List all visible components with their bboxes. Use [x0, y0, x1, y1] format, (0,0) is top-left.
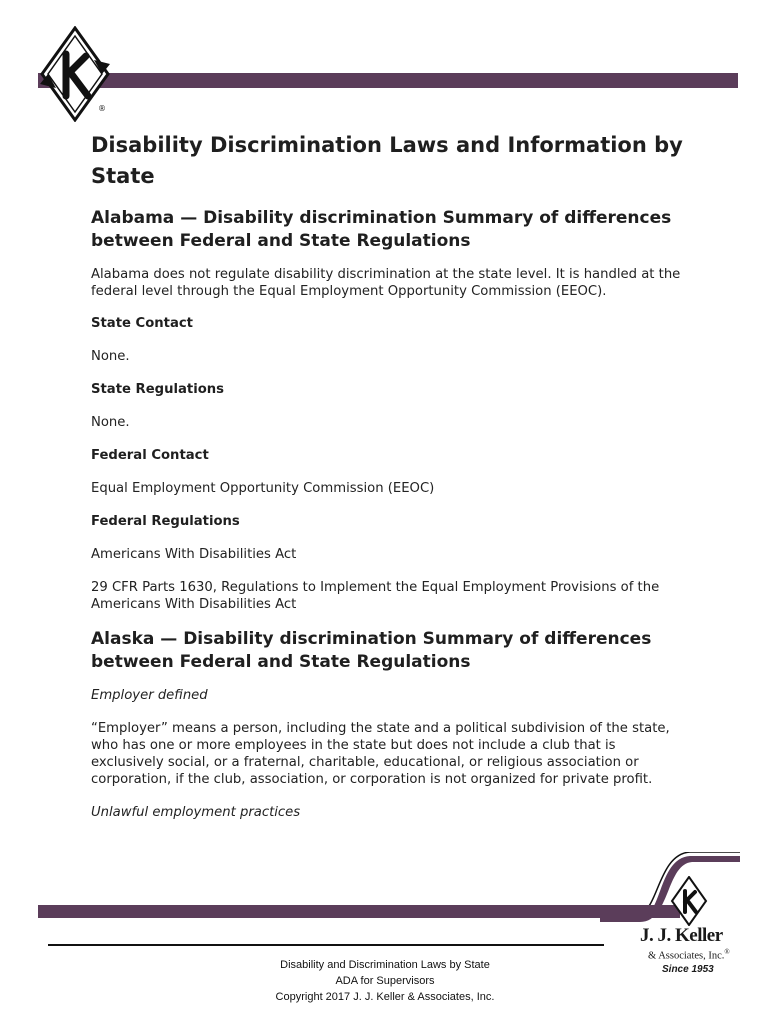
state-regulations-label: State Regulations [91, 382, 225, 397]
federal-contact-value: Equal Employment Opportunity Commission (EEOC) [91, 481, 435, 496]
federal-regulations-label: Federal Regulations [91, 514, 240, 529]
state-regulations-value: None. [91, 415, 130, 430]
footer-copyright: Copyright 2017 J. J. Keller & Associates, Inc. [275, 991, 495, 1003]
employer-defined-text: “Employer” means a person, including the state and a political subdivision of the state, who has one or more employees in the state but does not include a club that is exclusively social, or a fraternal, charitable, educational, or religious association or corporation, if the club, association, or corporation is not organized for private profit. [91, 721, 670, 787]
alaska-heading: Alaska — Disability discrimination Summary of differences between Federal and State Regulations [91, 629, 652, 672]
federal-regulation-item: Americans With Disabilities Act [91, 547, 297, 562]
header-bar [38, 73, 738, 88]
brand-subtitle: & Associates, Inc.® [648, 948, 730, 962]
footer-text [230, 957, 540, 1005]
brand-name: J. J. Keller [640, 925, 723, 946]
registered-mark: ® [98, 104, 106, 113]
footer-line: Disability and Discrimination Laws by State [280, 959, 490, 971]
state-contact-label: State Contact [91, 316, 193, 331]
footer-band [38, 905, 680, 918]
jj-keller-logo-icon [669, 876, 709, 926]
footer-divider [48, 944, 604, 946]
employer-defined-label: Employer defined [91, 688, 208, 703]
alabama-intro: Alabama does not regulate disability discrimination at the state level. It is handled at the federal level through the Equal Employment Opportunity Commission (EEOC). [91, 267, 681, 299]
footer-line: ADA for Supervisors [335, 975, 435, 987]
document-body [91, 130, 691, 821]
federal-regulation-item: 29 CFR Parts 1630, Regulations to Implement the Equal Employment Provisions of the Americans With Disabilities Act [91, 580, 660, 612]
unlawful-practices-label: Unlawful employment practices [91, 805, 301, 820]
federal-contact-label: Federal Contact [91, 448, 209, 463]
document-title: Disability Discrimination Laws and Information by State [91, 133, 683, 188]
alabama-heading: Alabama — Disability discrimination Summary of differences between Federal and State Regulations [91, 208, 672, 251]
state-contact-value: None. [91, 349, 130, 364]
brand-since: Since 1953 [662, 964, 714, 975]
